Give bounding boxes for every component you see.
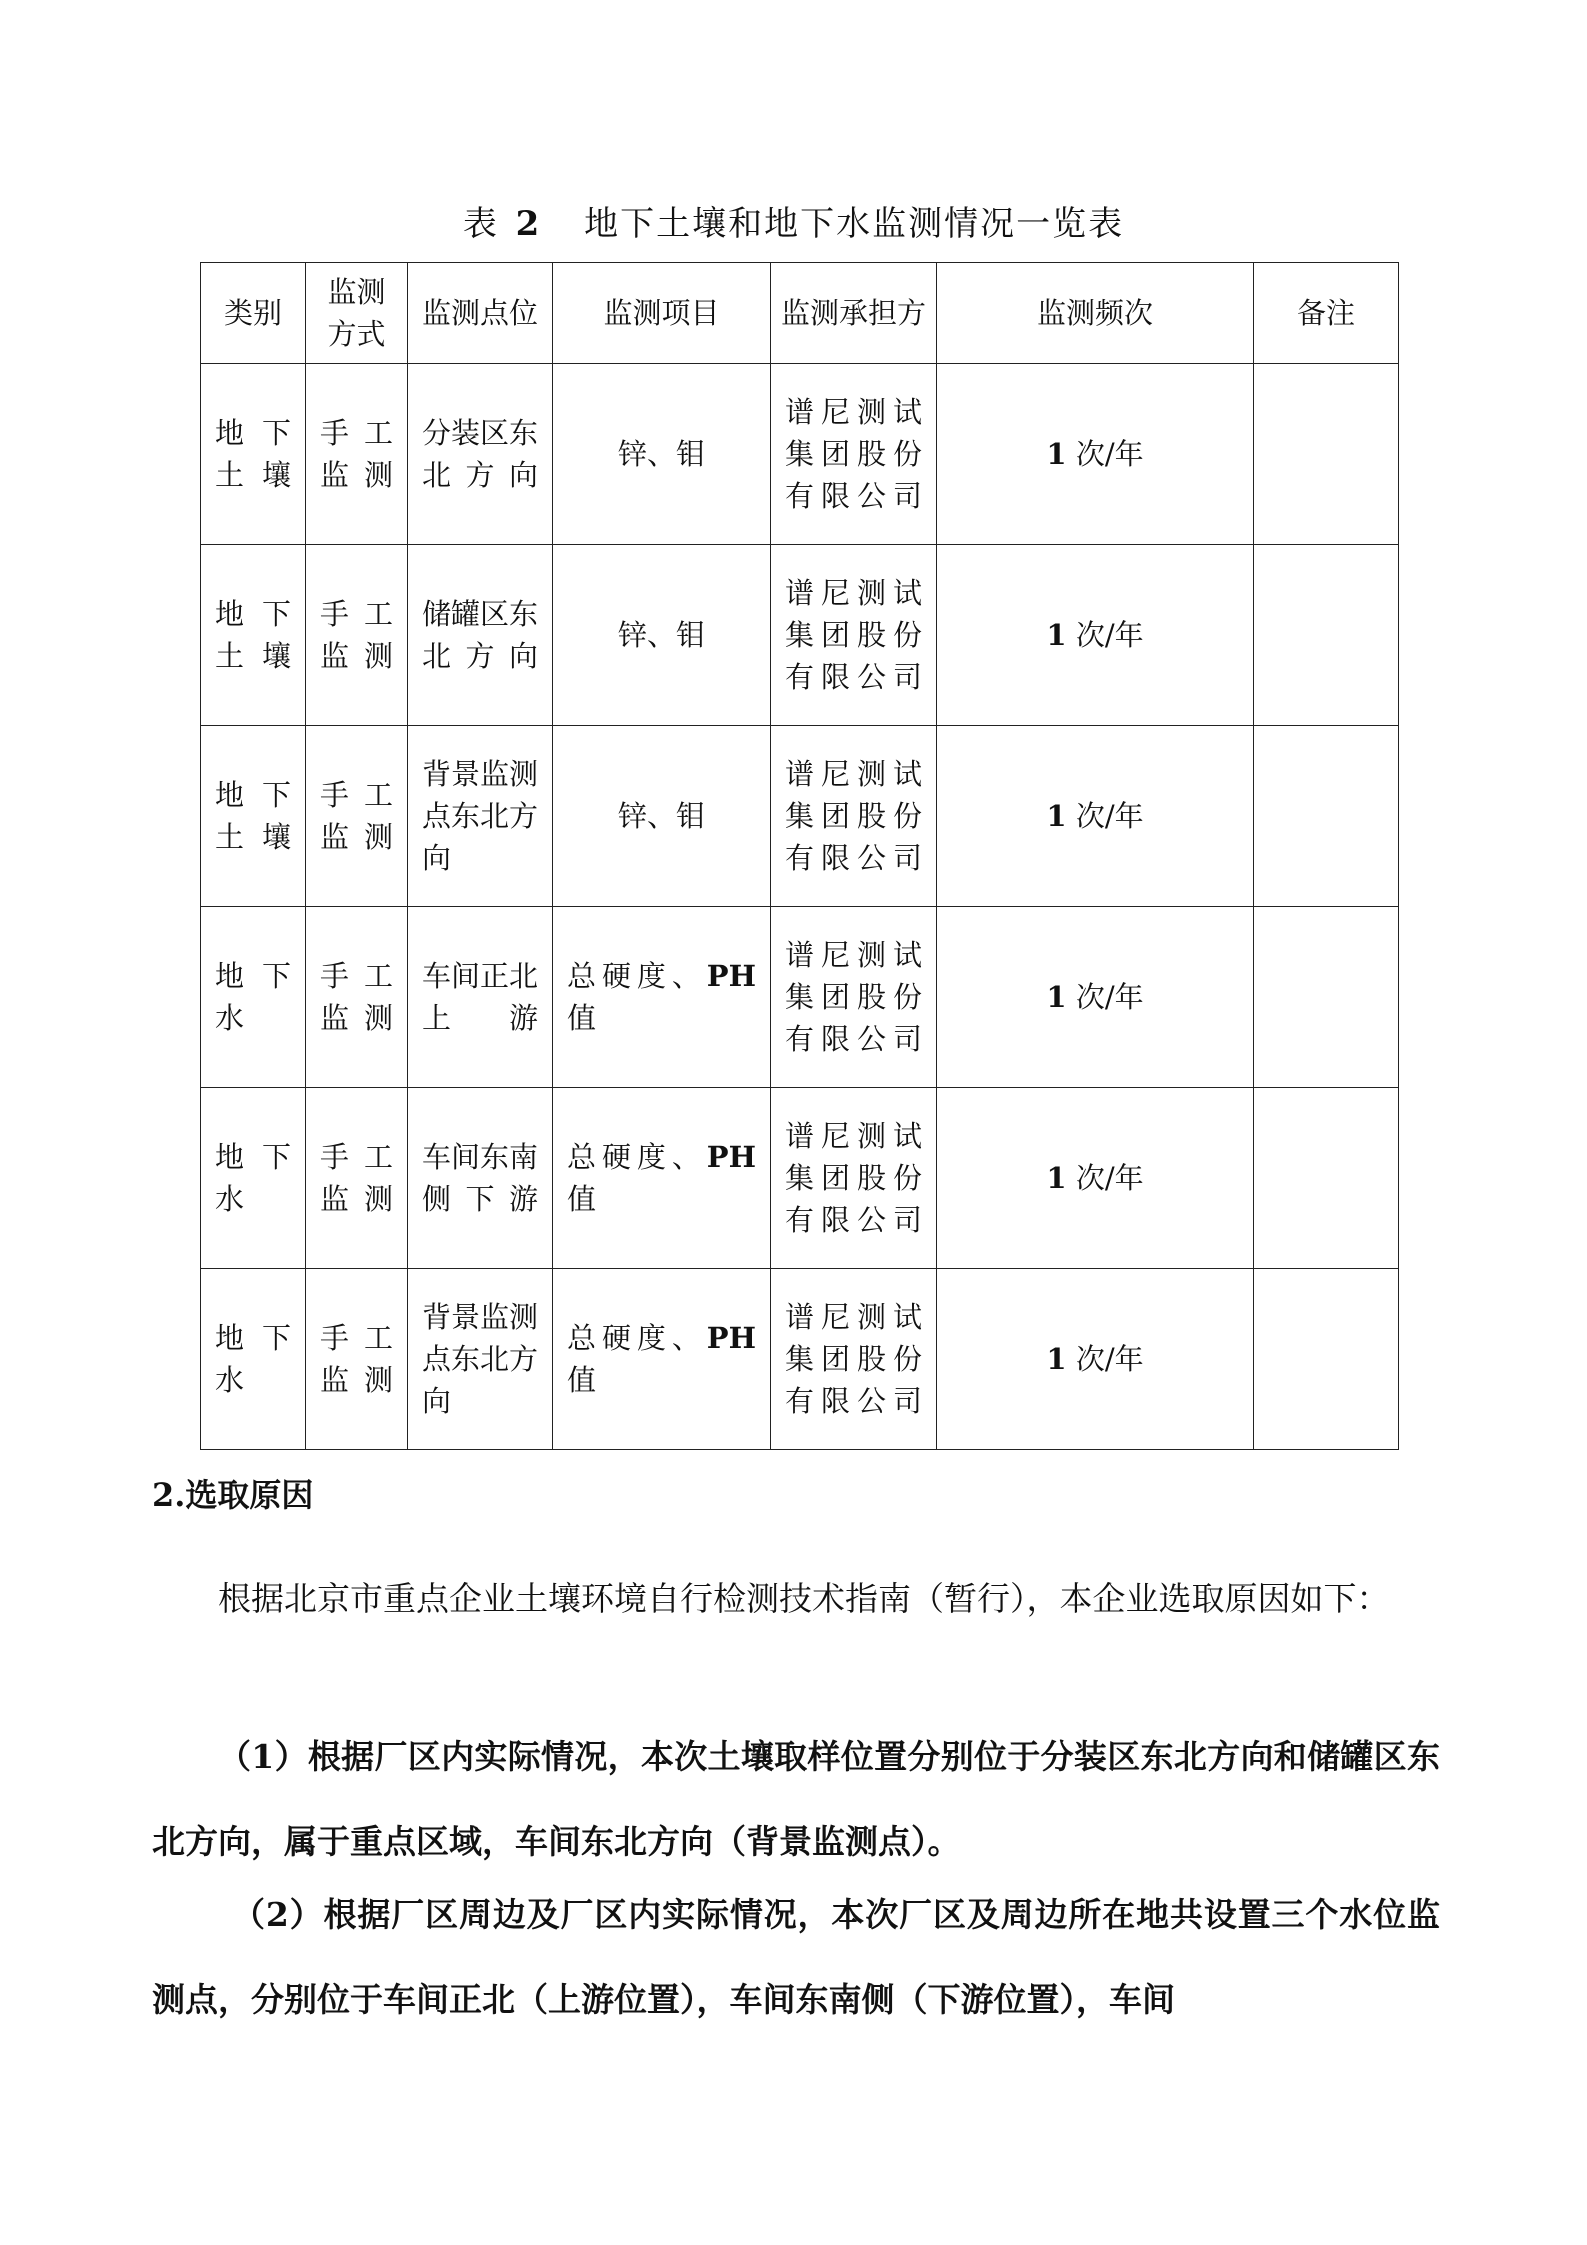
section-heading: 2.选取原因 [152, 1476, 314, 1514]
cell-point: 分装区东北方向 [408, 364, 553, 545]
header-category: 类别 [201, 263, 306, 364]
cell-remarks [1254, 907, 1399, 1088]
header-frequency: 监测频次 [937, 263, 1254, 364]
caption-prefix: 表 [462, 204, 499, 244]
cell-category: 地下土壤 [201, 364, 306, 545]
items-tail: 值 [567, 1363, 597, 1397]
cell-contractor: 谱尼测试集团股份有限公司 [771, 726, 937, 907]
cell-point: 储罐区东北方向 [408, 545, 553, 726]
header-contractor: 监测承担方 [771, 263, 937, 364]
cell-items [553, 1269, 771, 1450]
table-row [201, 907, 1399, 1088]
monitoring-table [200, 262, 1399, 1450]
cell-point: 背景监测点东北方向 [408, 1269, 553, 1450]
cell-remarks [1254, 545, 1399, 726]
cell-items: 锌、钼 [553, 726, 771, 907]
cell-method: 手工监测 [306, 364, 408, 545]
paragraph-intro: 根据北京市重点企业土壤环境自行检测技术指南（暂行），本企业选取原因如下： [218, 1579, 1390, 1618]
cell-point: 车间正北 上游 [408, 907, 553, 1088]
cell-frequency [937, 545, 1254, 726]
cell-items: 锌、钼 [553, 364, 771, 545]
cell-category: 地下土壤 [201, 726, 306, 907]
table-row [201, 364, 1399, 545]
cell-items [553, 907, 771, 1088]
cell-remarks [1254, 726, 1399, 907]
table-row [201, 726, 1399, 907]
paragraph-reason-1: （1）根据厂区内实际情况，本次土壤取样位置分别位于分装区东北方向和储罐区东北方向，属于重点区域，车间东北方向（背景监测点）。 [152, 1737, 1440, 1861]
cell-remarks [1254, 364, 1399, 545]
cell-contractor: 谱尼测试集团股份有限公司 [771, 1269, 937, 1450]
items-ph: PH [706, 1140, 756, 1174]
cell-contractor: 谱尼测试集团股份有限公司 [771, 907, 937, 1088]
table-row [201, 545, 1399, 726]
table-row [201, 1088, 1399, 1269]
paragraph-reason-2: （2）根据厂区周边及厂区内实际情况，本次厂区及周边所在地共设置三个水位监测点，分别位于车间正北（上游位置），车间东南侧（下游位置），车间 [152, 1895, 1440, 2019]
caption-number: 2 [515, 204, 542, 244]
items-tail: 值 [567, 1182, 597, 1216]
frequency-number: 1 [1046, 1342, 1067, 1376]
items-ph: PH [706, 959, 756, 993]
cell-remarks [1254, 1088, 1399, 1269]
cell-category: 地下水 [201, 907, 306, 1088]
cell-frequency [937, 364, 1254, 545]
cell-remarks [1254, 1269, 1399, 1450]
table-row [201, 1269, 1399, 1450]
cell-category: 地下水 [201, 1088, 306, 1269]
items-text: 总硬度、 [567, 959, 707, 993]
cell-frequency [937, 907, 1254, 1088]
cell-method: 手工监测 [306, 726, 408, 907]
cell-point: 车间东南 侧 下 游 [408, 1088, 553, 1269]
items-tail: 值 [567, 1001, 597, 1035]
cell-items [553, 1088, 771, 1269]
frequency-number: 1 [1046, 980, 1067, 1014]
cell-contractor: 谱尼测试集团股份有限公司 [771, 545, 937, 726]
cell-frequency [937, 1088, 1254, 1269]
cell-method: 手工监测 [306, 907, 408, 1088]
cell-frequency [937, 726, 1254, 907]
cell-frequency [937, 1269, 1254, 1450]
items-text: 总硬度、 [567, 1140, 707, 1174]
frequency-number: 1 [1046, 618, 1067, 652]
cell-category: 地下水 [201, 1269, 306, 1450]
items-ph: PH [706, 1321, 756, 1355]
cell-contractor: 谱尼测试集团股份有限公司 [771, 364, 937, 545]
table-caption [0, 196, 1587, 245]
cell-method: 手工监测 [306, 1269, 408, 1450]
items-text: 总硬度、 [567, 1321, 707, 1355]
cell-contractor: 谱尼测试集团股份有限公司 [771, 1088, 937, 1269]
frequency-number: 1 [1046, 437, 1067, 471]
cell-point: 背景监测点东北方向 [408, 726, 553, 907]
frequency-unit: 次/年 [1075, 1342, 1144, 1376]
frequency-number: 1 [1046, 799, 1067, 833]
cell-method: 手工监测 [306, 1088, 408, 1269]
header-items: 监测项目 [553, 263, 771, 364]
cell-category: 地下土壤 [201, 545, 306, 726]
frequency-unit: 次/年 [1075, 1161, 1144, 1195]
header-remarks: 备注 [1254, 263, 1399, 364]
header-point: 监测点位 [408, 263, 553, 364]
caption-title: 地下土壤和地下水监测情况一览表 [584, 204, 1125, 244]
frequency-number: 1 [1046, 1161, 1067, 1195]
header-method: 监测方式 [306, 263, 408, 364]
cell-items: 锌、钼 [553, 545, 771, 726]
table-header-row [201, 263, 1399, 364]
frequency-unit: 次/年 [1075, 437, 1144, 471]
frequency-unit: 次/年 [1075, 618, 1144, 652]
cell-method: 手工监测 [306, 545, 408, 726]
frequency-unit: 次/年 [1075, 980, 1144, 1014]
frequency-unit: 次/年 [1075, 799, 1144, 833]
